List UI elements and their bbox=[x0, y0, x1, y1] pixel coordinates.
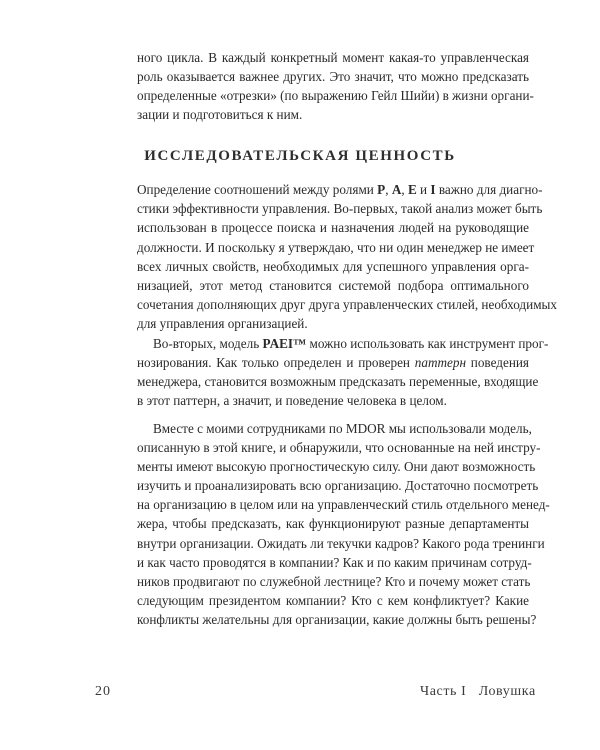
para3-line: описанную в этой книге, и обнаружили, что основанные на ней инстру- bbox=[137, 440, 541, 455]
text-run: Во-вторых, модель bbox=[153, 336, 263, 351]
running-head: Часть I Ловушка bbox=[420, 684, 536, 699]
para1-line: стики эффективности управления. Во-первых, такой анализ может быть bbox=[137, 201, 543, 216]
text-run: , bbox=[401, 182, 408, 197]
para1-line: сочетания дополняющих друг друга управленческих стилей, необходимых bbox=[137, 297, 558, 312]
role-i: I bbox=[430, 182, 436, 197]
intro-line: ного цикла. В каждый конкретный момент какая-то управленческая bbox=[137, 50, 529, 65]
text-run: и bbox=[416, 182, 431, 197]
para1-line: низацией, этот метод становится системой подбора оптимального bbox=[137, 278, 529, 293]
page-number: 20 bbox=[95, 684, 111, 699]
para3-line: изучить и проанализировать всю организацию. Достаточно посмотреть bbox=[137, 478, 539, 493]
intro-line: определенные «отрезки» (по выражению Гейл Шийи) в жизни органи- bbox=[137, 88, 534, 103]
role-a: A bbox=[391, 182, 402, 197]
intro-line: роль оказывается важнее других. Это значит, что можно предсказать bbox=[137, 69, 529, 84]
para1-line: для управления организацией. bbox=[137, 316, 308, 331]
emphasis-pattern: паттерн bbox=[414, 355, 466, 370]
text-run: можно использовать как инструмент прог- bbox=[306, 336, 549, 351]
para3-line: жера, чтобы предсказать, как функционируют разные департаменты bbox=[137, 516, 529, 531]
para3-line: Вместе с моими сотрудниками по MDOR мы использовали модель, bbox=[153, 421, 532, 436]
text-run: поведения bbox=[466, 355, 529, 370]
para3-line: на организацию в целом или на управленческий стиль отдельного менед- bbox=[137, 497, 550, 512]
para1-line: использован в процессе поиска и назначения людей на руководящие bbox=[137, 220, 529, 235]
para1-line: всех личных свойств, необходимых для успешного управления орга- bbox=[137, 259, 529, 274]
para2-line bbox=[137, 355, 529, 371]
para2-line bbox=[153, 336, 549, 352]
para3-line: следующим президентом компании? Кто с кем конфликтует? Какие bbox=[137, 593, 529, 608]
para1-line: должности. И поскольку я утверждаю, что ни один менеджер не имеет bbox=[137, 240, 535, 255]
para3-line: внутри организации. Ожидать ли текучки кадров? Какого рода тренинги bbox=[137, 536, 545, 551]
role-p: P bbox=[377, 182, 386, 197]
para3-line: менты имеют высокую прогностическую силу. Они дают возможность bbox=[137, 459, 536, 474]
section-heading: ИССЛЕДОВАТЕЛЬСКАЯ ЦЕННОСТЬ bbox=[144, 148, 456, 164]
para2-line: в этот паттерн, а значит, и поведение человека в целом. bbox=[137, 393, 447, 408]
para3-line: и как часто проводятся в компании? Как и по каким причинам сотруд- bbox=[137, 555, 532, 570]
para2-line: менеджера, становится возможным предсказать переменные, входящие bbox=[137, 374, 539, 389]
para3-line: конфликты желательны для организации, какие должны быть решены? bbox=[137, 612, 537, 627]
para1-line bbox=[137, 182, 543, 198]
text-run: , bbox=[385, 182, 392, 197]
para3-line: ников продвигают по служебной лестнице? Кто и почему может стать bbox=[137, 574, 531, 589]
intro-line: зации и подготовиться к ним. bbox=[137, 107, 303, 122]
text-run: Определение соотношений между ролями bbox=[137, 182, 378, 197]
text-run: нозирования. Как только определен и проверен bbox=[137, 355, 415, 370]
role-e: E bbox=[407, 182, 417, 197]
model-name: PAEI™ bbox=[262, 336, 307, 351]
text-run: важно для диагно- bbox=[435, 182, 543, 197]
